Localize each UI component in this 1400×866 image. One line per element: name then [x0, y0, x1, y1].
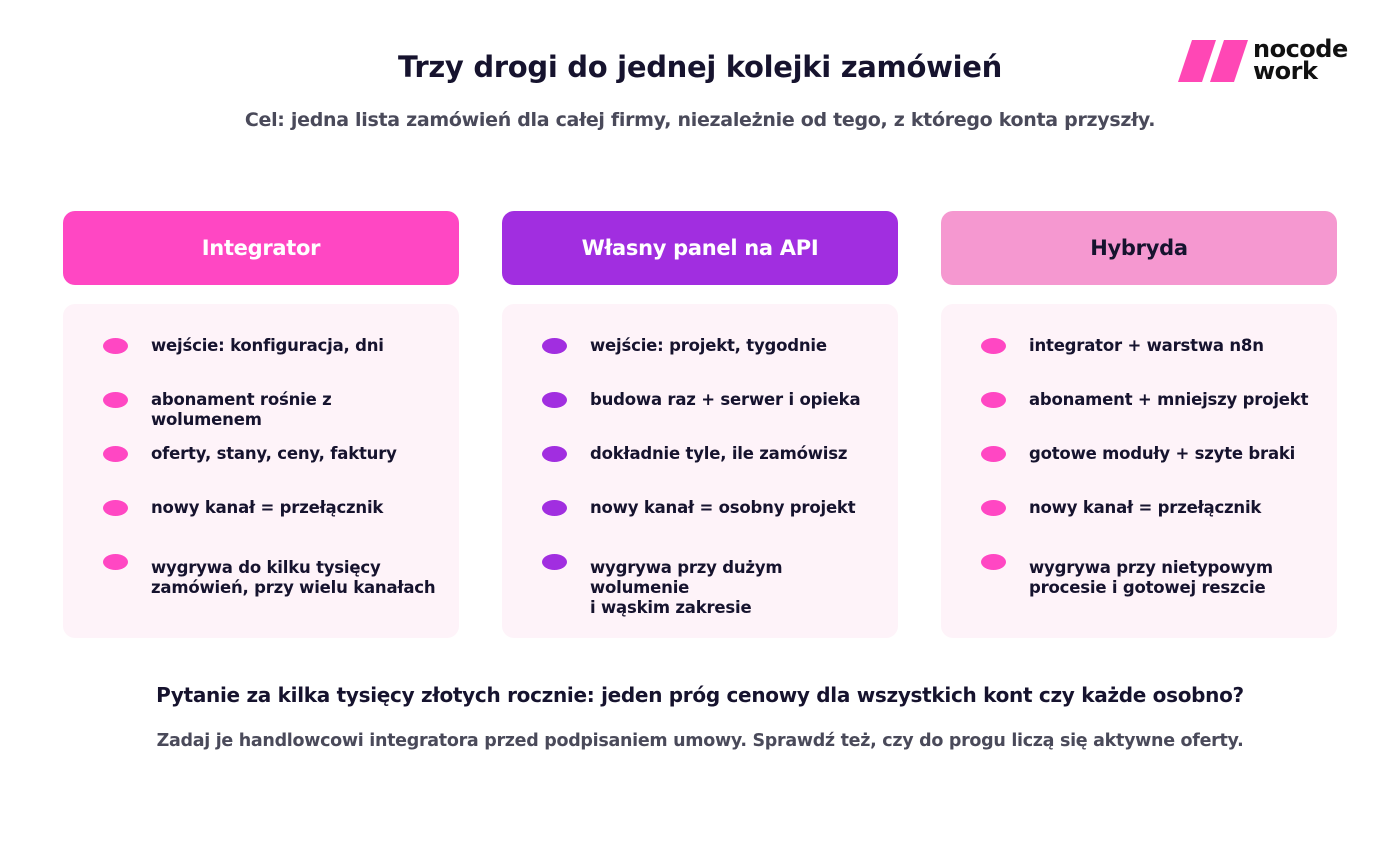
list-item-text: integrator + warstwa n8n	[1029, 336, 1264, 355]
list-item-text: budowa raz + serwer i opieka	[590, 390, 861, 409]
footer-note: Zadaj je handlowcowi integratora przed podpisaniem umowy. Sprawdź też, czy do progu liczą się aktywne oferty.	[156, 731, 1244, 751]
list-item-text: abonament rośnie z wolumenem	[151, 390, 332, 429]
column-body	[63, 304, 459, 638]
brand-logo	[1178, 35, 1358, 85]
list-item	[542, 336, 880, 356]
column-integrator	[63, 211, 459, 638]
list-item	[542, 498, 880, 518]
list-item	[542, 552, 880, 618]
list-item-text: nowy kanał = osobny projekt	[590, 498, 856, 517]
column-title: Integrator	[201, 236, 321, 260]
bullet-dot-icon	[542, 392, 567, 408]
list-item-text: wygrywa przy nietypowym procesie i gotowej reszcie	[1029, 558, 1273, 597]
list-item	[103, 444, 441, 464]
bullet-dot-icon	[542, 338, 567, 354]
list-item	[103, 390, 441, 430]
page-subtitle: Cel: jedna lista zamówień dla całej firmy, niezależnie od tego, z którego konta przyszły.	[244, 109, 1156, 131]
bullet-dot-icon	[981, 500, 1006, 516]
column-header	[63, 211, 459, 285]
logo-mark-right	[1210, 40, 1248, 82]
list-item-text: wejście: projekt, tygodnie	[590, 336, 827, 355]
list-item-text: nowy kanał = przełącznik	[151, 498, 384, 517]
column-wlasny-panel	[502, 211, 898, 638]
column-header	[502, 211, 898, 285]
list-item-text: wejście: konfiguracja, dni	[151, 336, 384, 355]
bullet-dot-icon	[981, 554, 1006, 570]
list-item	[542, 444, 880, 464]
bullet-dot-icon	[542, 446, 567, 462]
bullet-dot-icon	[981, 392, 1006, 408]
bullet-dot-icon	[103, 446, 128, 462]
page-title: Trzy drogi do jednej kolejki zamówień	[398, 50, 1002, 84]
column-header	[941, 211, 1337, 285]
list-item	[542, 390, 880, 410]
list-item	[981, 336, 1319, 356]
list-item	[103, 336, 441, 356]
list-item	[981, 552, 1319, 598]
logo-line-2: work	[1253, 57, 1318, 85]
bullet-dot-icon	[981, 446, 1006, 462]
logo-mark-left	[1178, 40, 1216, 82]
list-item	[981, 444, 1319, 464]
list-item-text: dokładnie tyle, ile zamówisz	[590, 444, 848, 463]
slanted-n-mark-icon	[1178, 40, 1248, 82]
list-item-text: wygrywa do kilku tysięcy zamówień, przy wielu kanałach	[151, 558, 436, 597]
key-question: Pytanie za kilka tysięcy złotych rocznie: jeden próg cenowy dla wszystkich kont czy każde osobno?	[156, 683, 1244, 707]
column-body	[502, 304, 898, 638]
list-item-text: gotowe moduły + szyte braki	[1029, 444, 1296, 463]
bullet-dot-icon	[103, 500, 128, 516]
list-item	[103, 498, 441, 518]
column-title: Hybryda	[1090, 236, 1188, 260]
bullet-dot-icon	[542, 554, 567, 570]
bullet-dot-icon	[981, 338, 1006, 354]
logo-line-1: nocode	[1253, 35, 1348, 63]
bullet-dot-icon	[542, 500, 567, 516]
logo-wordmark	[1253, 35, 1348, 85]
list-item-text: abonament + mniejszy projekt	[1029, 390, 1309, 409]
column-title: Własny panel na API	[581, 236, 819, 260]
column-body	[941, 304, 1337, 638]
list-item-text: nowy kanał = przełącznik	[1029, 498, 1262, 517]
list-item	[981, 498, 1319, 518]
bullet-dot-icon	[103, 338, 128, 354]
list-item-text: wygrywa przy dużym wolumenie i wąskim zakresie	[590, 558, 783, 617]
bullet-dot-icon	[103, 392, 128, 408]
list-item	[103, 552, 441, 598]
list-item-text: oferty, stany, ceny, faktury	[151, 444, 397, 463]
bullet-dot-icon	[103, 554, 128, 570]
column-hybryda	[941, 211, 1337, 638]
list-item	[981, 390, 1319, 410]
